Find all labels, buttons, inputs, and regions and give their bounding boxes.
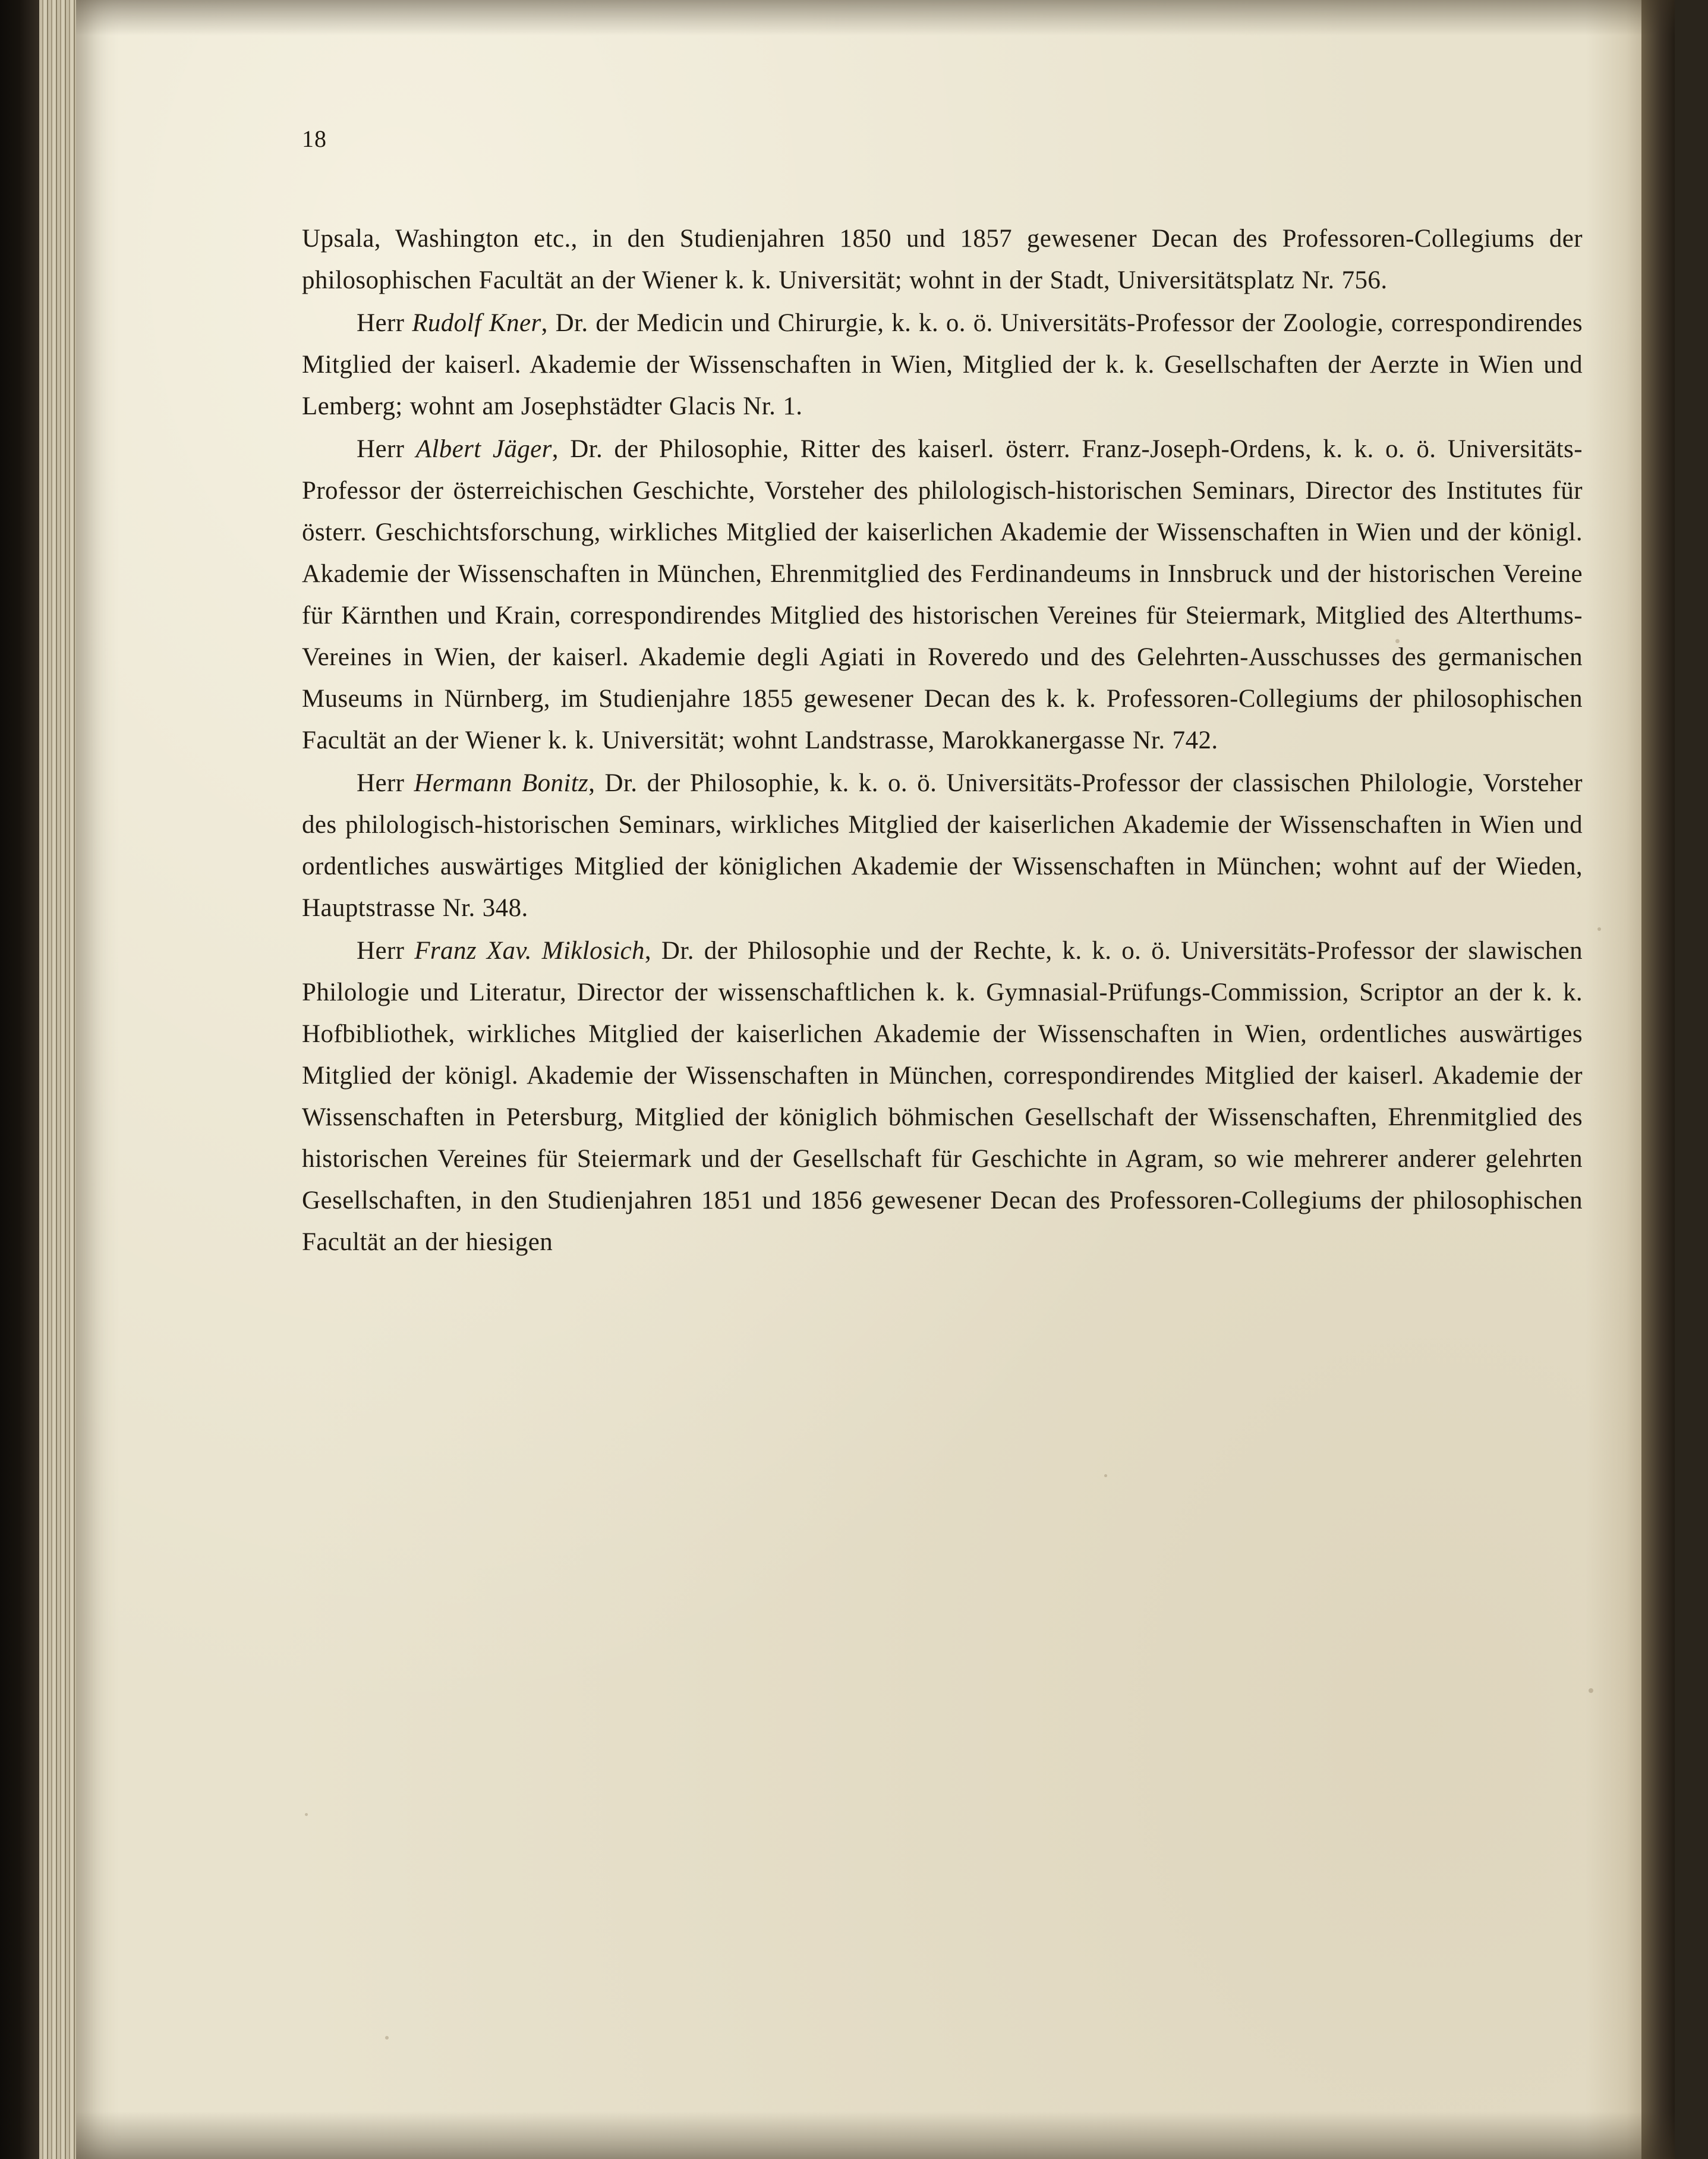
paragraph [302,930,1583,1263]
paragraph [302,303,1583,427]
bottom-edge-shadow [76,2111,1675,2159]
paragraph-text: Upsala, Washington etc., in den Studienjahren 1850 und 1857 gewesener Decan des Professoren-Collegiums der philosophischen Facultät an der Wiener k. k. Universität; wohnt in der Stadt, Universitätsplatz Nr. 756. [302,225,1583,294]
top-edge-shadow [76,0,1675,36]
paper-speck [1589,1688,1593,1693]
paper-speck [305,1813,308,1816]
page-outer-edge [1641,0,1675,2159]
paragraph-text: , Dr. der Medicin und Chirurgie, k. k. o. ö. Universitäts-Professor der Zoologie, correspondirendes Mitglied der kaiserl. Akademie der Wissenschaften in Wien, Mitglied der k. k. Gesellschaften der Aerzte in Wien und Lemberg; wohnt am Josephstädter Glacis Nr. 1. [302,309,1583,420]
paper-speck [385,2036,389,2040]
paragraph-text: , Dr. der Philosophie und der Rechte, k. k. o. ö. Universitäts-Professor der slawischen Philologie und Literatur, Director der wissenschaftlichen k. k. Gymnasial-Prüfungs-Commission, Scriptor an der k. k. Hofbibliothek, wirkliches Mitglied der kaiserlichen Akademie der Wissenschaften in Wien, ordentliches auswärtiges Mitglied der königl. Akademie der Wissenschaften in München, correspondirendes Mitglied der kaiserl. Akademie der Wissenschaften in Petersburg, Mitglied der königlich böhmischen Gesellschaft der Wissenschaften, Ehrenmitglied des historischen Vereines für Steiermark und der Gesellschaft für Geschichte in Agram, so wie mehrerer anderer gelehrten Gesellschaften, in den Studienjahren 1851 und 1856 gewesener Decan des Professoren-Collegiums der philosophischen Facultät an der hiesigen [302,937,1583,1256]
paper-speck [1597,927,1601,931]
paragraph-text: Herr [357,769,414,797]
person-name: Albert Jäger [415,435,552,463]
paragraph [302,218,1583,301]
person-name: Franz Xav. Miklosich [414,937,645,965]
paragraph-text: , Dr. der Philosophie, Ritter des kaiserl. österr. Franz-Joseph-Ordens, k. k. o. ö. Universitäts-Professor der österreichischen Geschichte, Vorsteher des philologisch-historischen Seminars, Director des Institutes für österr. Geschichtsforschung, wirkliches Mitglied der kaiserlichen Akademie der Wissenschaften in Wien und der königl. Akademie der Wissenschaften in München, Ehrenmitglied des Ferdinandeums in Innsbruck und der historischen Vereine für Kärnthen und Krain, correspondirendes Mitglied des historischen Vereines für Steiermark, Mitglied des Alterthums-Vereines in Wien, der kaiserl. Akademie degli Agiati in Roveredo und des Gelehrten-Ausschusses des germanischen Museums in Nürnberg, im Studienjahre 1855 gewesener Decan des k. k. Professoren-Collegiums der philosophischen Facultät an der Wiener k. k. Universität; wohnt Landstrasse, Marokkanergasse Nr. 742. [302,435,1583,754]
page-sheet [76,0,1675,2159]
person-name: Hermann Bonitz [414,769,589,797]
page-text-block [302,125,1583,1263]
body-text [302,218,1583,1263]
paragraph [302,429,1583,761]
paragraph-text: Herr [357,309,412,337]
paper-speck [1104,1474,1107,1477]
book-spine-shadow [0,0,43,2159]
paragraph-text: Herr [357,937,415,965]
paragraph-text: , Dr. der Philosophie, k. k. o. ö. Universitäts-Professor der classischen Philologie, Vorsteher des philologisch-historischen Seminars, wirkliches Mitglied der kaiserlichen Akademie der Wissenschaften in Wien und ordentliches auswärtiges Mitglied der königlichen Akademie der Wissenschaften in München; wohnt auf der Wieden, Hauptstrasse Nr. 348. [302,769,1583,922]
person-name: Rudolf Kner [412,309,541,337]
page-number: 18 [302,125,327,152]
paragraph [302,763,1583,929]
paragraph-text: Herr [357,435,416,463]
